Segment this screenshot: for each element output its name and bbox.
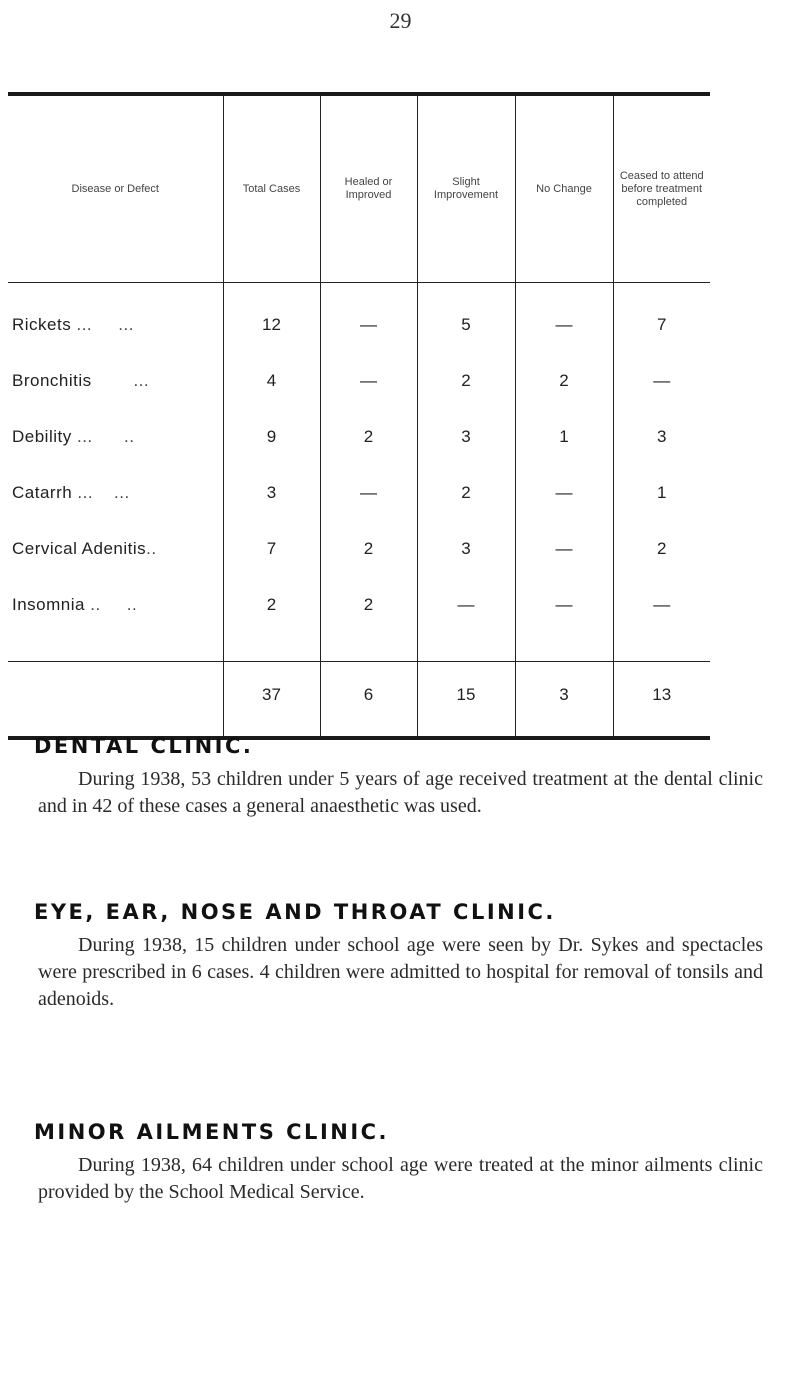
row-disease-name bbox=[8, 577, 223, 633]
cell-slight: 3 bbox=[417, 409, 515, 465]
cell-no-change: 1 bbox=[515, 409, 613, 465]
cell-healed: — bbox=[320, 353, 417, 409]
cell-slight: 2 bbox=[417, 465, 515, 521]
disease-label: Cervical Adenitis bbox=[12, 539, 147, 558]
header-total-cases: Total Cases bbox=[223, 96, 320, 283]
disease-label: Rickets bbox=[12, 315, 72, 334]
total-no-change: 3 bbox=[515, 662, 613, 737]
row-disease-name bbox=[8, 283, 223, 354]
header-disease: Disease or Defect bbox=[8, 96, 223, 283]
header-healed: Healed or Improved bbox=[320, 96, 417, 283]
cell-total: 4 bbox=[223, 353, 320, 409]
leader-dots: ... bbox=[76, 315, 93, 334]
eye-ear-nose-throat-section bbox=[34, 900, 763, 1013]
table-row bbox=[8, 521, 710, 577]
table-row bbox=[8, 577, 710, 633]
table-row bbox=[8, 409, 710, 465]
table-header-row bbox=[8, 96, 710, 283]
header-ceased: Ceased to attend before treatment completed bbox=[613, 96, 710, 283]
table-row bbox=[8, 283, 710, 354]
header-slight-improvement: Slight Improvement bbox=[417, 96, 515, 283]
row-disease-name bbox=[8, 521, 223, 577]
dental-clinic-heading: DENTAL CLINIC. bbox=[34, 734, 254, 758]
header-no-change: No Change bbox=[515, 96, 613, 283]
cell-total: 12 bbox=[223, 283, 320, 354]
cell-healed: 2 bbox=[320, 577, 417, 633]
totals-row bbox=[8, 662, 710, 737]
spacer-cell bbox=[515, 633, 613, 662]
cell-healed: 2 bbox=[320, 409, 417, 465]
cell-total: 3 bbox=[223, 465, 320, 521]
cell-no-change: — bbox=[515, 283, 613, 354]
total-healed: 6 bbox=[320, 662, 417, 737]
cell-slight: 5 bbox=[417, 283, 515, 354]
cell-no-change: — bbox=[515, 577, 613, 633]
spacer-cell bbox=[320, 633, 417, 662]
minor-ailments-heading: MINOR AILMENTS CLINIC. bbox=[34, 1120, 390, 1144]
disease-label: Catarrh bbox=[12, 483, 73, 502]
table-row bbox=[8, 353, 710, 409]
cell-total: 2 bbox=[223, 577, 320, 633]
cell-no-change: — bbox=[515, 521, 613, 577]
cell-ceased: — bbox=[613, 577, 710, 633]
total-slight: 15 bbox=[417, 662, 515, 737]
row-disease-name bbox=[8, 353, 223, 409]
cell-slight: — bbox=[417, 577, 515, 633]
disease-label: Insomnia bbox=[12, 595, 85, 614]
cell-ceased: — bbox=[613, 353, 710, 409]
cell-slight: 2 bbox=[417, 353, 515, 409]
cell-ceased: 1 bbox=[613, 465, 710, 521]
spacer-cell bbox=[223, 633, 320, 662]
table-spacer-row bbox=[8, 633, 710, 662]
row-disease-name bbox=[8, 409, 223, 465]
eye-clinic-text: During 1938, 15 children under school age were seen by Dr. Sykes and spectacles were prescribed in 6 cases. 4 children were admitted to hospital for removal of tonsils and adenoids. bbox=[38, 934, 763, 1010]
leader-dots: ... bbox=[118, 315, 134, 334]
leader-dots: ... bbox=[76, 427, 93, 446]
results-table bbox=[8, 96, 710, 736]
total-ceased: 13 bbox=[613, 662, 710, 737]
table-row bbox=[8, 465, 710, 521]
leader-dots: ... bbox=[133, 371, 150, 390]
cell-ceased: 7 bbox=[613, 283, 710, 354]
cell-no-change: 2 bbox=[515, 353, 613, 409]
leader-dots: .. bbox=[90, 595, 101, 614]
eye-clinic-heading: EYE, EAR, NOSE AND THROAT CLINIC. bbox=[34, 900, 556, 924]
cell-ceased: 3 bbox=[613, 409, 710, 465]
cell-total: 7 bbox=[223, 521, 320, 577]
spacer-cell bbox=[417, 633, 515, 662]
dental-clinic-text: During 1938, 53 children under 5 years of age received treatment at the dental clinic and in 42 of these cases a general anaesthetic was used. bbox=[38, 768, 763, 817]
leader-dots: .. bbox=[126, 595, 138, 614]
minor-ailments-text: During 1938, 64 children under school age were treated at the minor ailments clinic provided by the School Medical Service. bbox=[38, 1154, 763, 1203]
disease-label: Bronchitis bbox=[12, 371, 92, 390]
leader-dots: ... bbox=[114, 483, 130, 502]
leader-dots: ... bbox=[77, 483, 94, 502]
row-disease-name bbox=[8, 465, 223, 521]
spacer-cell bbox=[8, 633, 223, 662]
cell-ceased: 2 bbox=[613, 521, 710, 577]
disease-label: Debility bbox=[12, 427, 72, 446]
leader-dots: .. bbox=[124, 427, 135, 446]
treatment-results-table bbox=[8, 92, 710, 740]
cell-healed: — bbox=[320, 465, 417, 521]
spacer-cell bbox=[613, 633, 710, 662]
page-number: 29 bbox=[389, 8, 412, 33]
cell-healed: — bbox=[320, 283, 417, 354]
totals-label-cell bbox=[8, 662, 223, 737]
minor-ailments-section bbox=[34, 1120, 763, 1206]
cell-total: 9 bbox=[223, 409, 320, 465]
cell-slight: 3 bbox=[417, 521, 515, 577]
leader-dots: .. bbox=[146, 539, 157, 558]
dental-clinic-section bbox=[34, 734, 763, 820]
total-total: 37 bbox=[223, 662, 320, 737]
cell-no-change: — bbox=[515, 465, 613, 521]
cell-healed: 2 bbox=[320, 521, 417, 577]
